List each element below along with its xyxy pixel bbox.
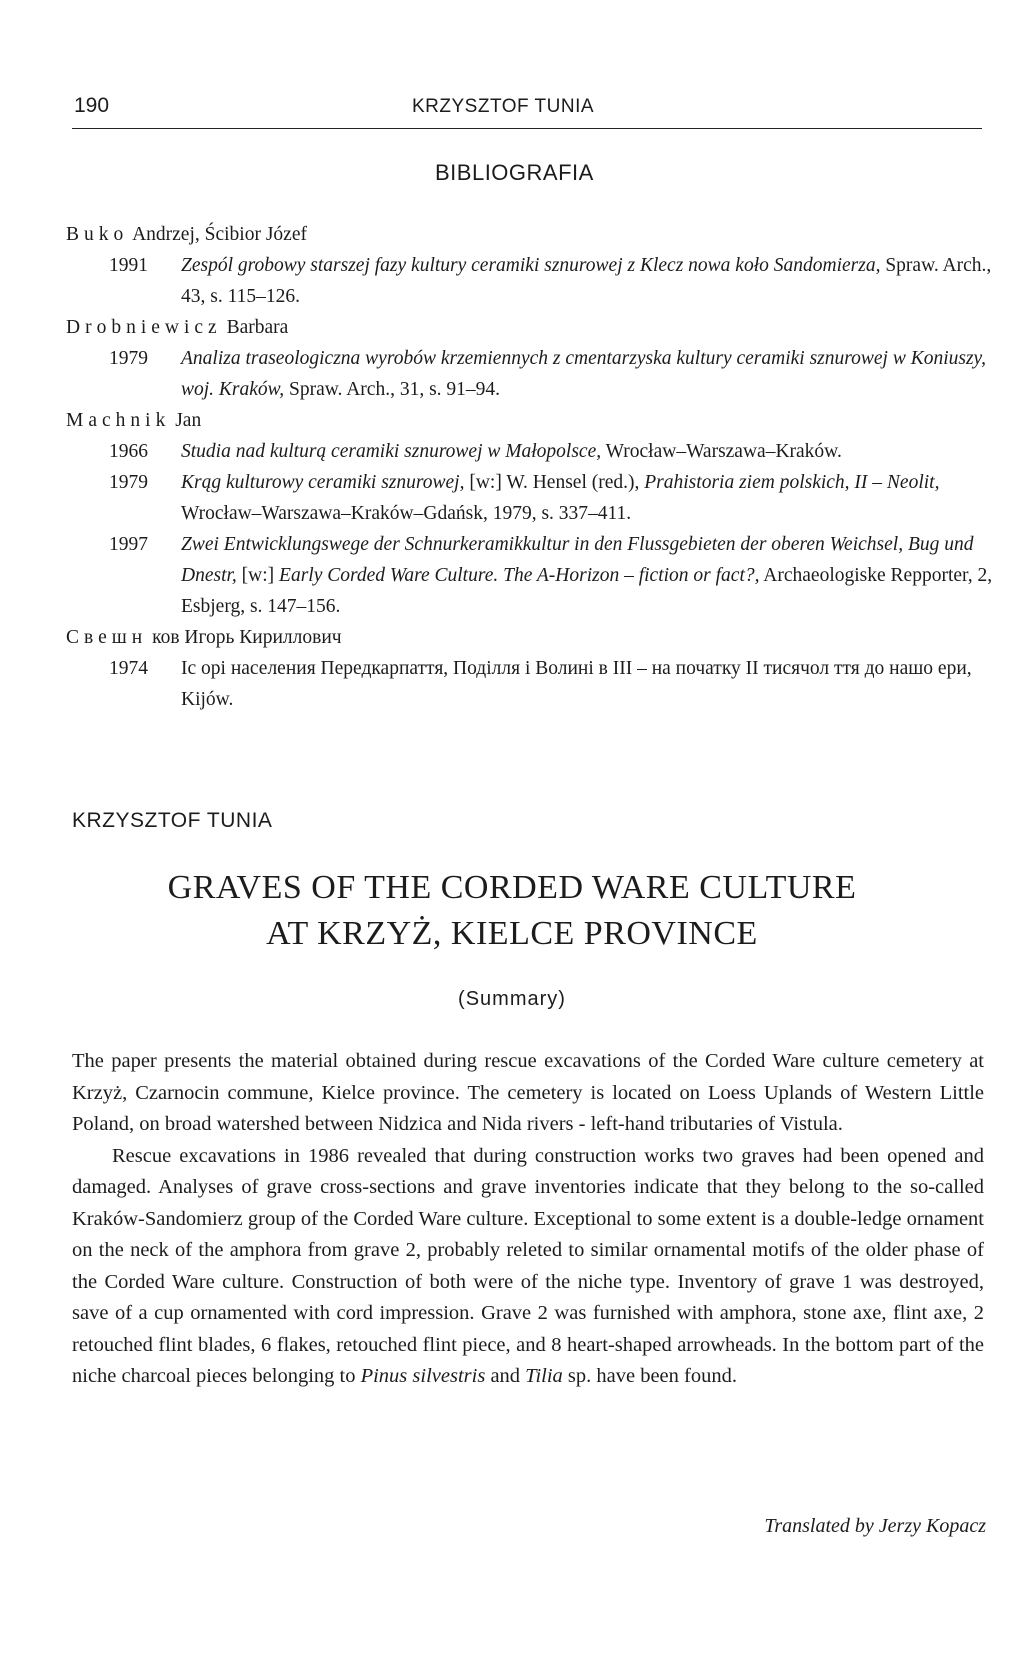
bib-entry-year: 1979	[109, 472, 148, 493]
bib-entry-title: Zwei Entwicklungswege der Schnurkeramikkultur in den Flussgebieten der oberen Weichsel, Bug und Dnestr,	[181, 534, 974, 586]
page-number: 190	[74, 94, 110, 117]
bib-entry-title: Early Corded Ware Culture. The A-Horizon – fiction or fact?,	[279, 565, 760, 586]
summary-label: (Summary)	[458, 988, 566, 1010]
bib-entry-details: Wrocław–Warszawa–Kraków–Gdańsk, 1979, s. 337–411.	[181, 503, 632, 524]
bib-entry-year: 1997	[109, 534, 148, 555]
bib-entry-details: Іс орі населения Передкарпаття, Подiлля i Волинi в III – на початку II тисячол ття до нашо ери, Kijów.	[181, 658, 972, 710]
bib-entry-year: 1974	[109, 658, 148, 679]
summary-title-line-1: GRAVES OF THE CORDED WARE CULTURE	[167, 869, 857, 906]
summary-text	[72, 1046, 984, 1393]
bib-entry-title: Prahistoria ziem polskich, II – Neolit,	[644, 472, 940, 493]
bib-entry-text	[181, 529, 996, 622]
bib-author-name: ков Игорь Кириллович	[152, 627, 342, 648]
bib-entry-title: Krąg kulturowy ceramiki sznurowej,	[181, 472, 465, 493]
bib-author	[66, 312, 996, 343]
bib-entry	[66, 343, 996, 405]
bib-entry-title: Analiza traseologiczna wyrobów krzemiennych z cmentarzyska kultury ceramiki sznurowej w Koniuszy, woj. Kraków,	[181, 348, 987, 400]
bib-entry-text	[181, 653, 996, 715]
translator-credit: Translated by Jerzy Kopacz	[764, 1515, 986, 1537]
bib-entry-year: 1966	[109, 441, 148, 462]
bib-entry-text	[181, 467, 996, 529]
bibliography-heading: BIBLIOGRAFIA	[435, 160, 594, 185]
bib-entry	[66, 467, 996, 529]
summary-paragraph-2	[72, 1141, 984, 1393]
bib-entry	[66, 653, 996, 715]
bib-entry-details: Wrocław–Warszawa–Kraków.	[601, 441, 842, 462]
bib-entry-title: Studia nad kulturą ceramiki sznurowej w Małopolsce,	[181, 441, 602, 462]
bib-author-name: Andrzej, Ścibior Józef	[132, 224, 307, 245]
bib-author-surname: Buko	[66, 224, 129, 245]
bib-author-surname: Свешн	[66, 627, 148, 648]
summary-author: KRZYSZTOF TUNIA	[72, 809, 273, 832]
bib-author	[66, 622, 996, 653]
bib-entry-text	[181, 343, 996, 405]
bib-entry-details: Spraw. Arch., 43, s. 115–126.	[181, 255, 992, 307]
summary-paragraph-2-end: sp. have been found.	[562, 1365, 737, 1387]
summary-title-line-2: AT KRZYŻ, KIELCE PROVINCE	[266, 915, 758, 952]
bib-entry-details: Spraw. Arch., 31, s. 91–94.	[284, 379, 501, 400]
summary-title	[0, 865, 1024, 957]
bib-entry	[66, 250, 996, 312]
page-header	[72, 94, 982, 129]
bib-author-name: Barbara	[226, 317, 289, 338]
bib-entry	[66, 529, 996, 622]
bib-author-name: Jan	[175, 410, 202, 431]
running-head: KRZYSZTOF TUNIA	[412, 96, 595, 117]
bib-entry-year: 1991	[109, 255, 148, 276]
bib-entry-details: [w:] W. Hensel (red.),	[464, 472, 645, 493]
bib-entry-year: 1979	[109, 348, 148, 369]
summary-paragraph-1: The paper presents the material obtained during rescue excavations of the Corded Ware culture cemetery at Krzyż, Czarnocin commune, Kielce province. The cemetery is located on Loess Uplands of Western Little Poland, on broad watershed between Nidzica and Nida rivers - left-hand tributaries of Vistula.	[72, 1050, 984, 1135]
bib-entry	[66, 436, 996, 467]
bib-author-surname: Drobniewicz	[66, 317, 222, 338]
bib-author	[66, 219, 996, 250]
bibliography-list	[66, 219, 996, 715]
summary-paragraph-2-text: Rescue excavations in 1986 revealed that during construction works two graves had been opened and damaged. Analyses of grave cross-sections and grave inventories indicate that they belong to the so-called Kraków-Sandomierz group of the Corded Ware culture. Exceptional to some extent is a double-ledge ornament on the neck of the amphora from grave 2, probably releted to similar ornamental motifs of the older phase of the Corded Ware culture. Construction of both were of the niche type. Inventory of grave 1 was destroyed, save of a cup ornamented with cord impression. Grave 2 was furnished with amphora, stone axe, flint axe, 2 retouched flint blades, 6 flakes, retouched flint piece, and 8 heart-shaped arrowheads. In the bottom part of the niche charcoal pieces belonging to	[72, 1144, 984, 1387]
bib-entry-text	[181, 436, 996, 467]
species-pinus: Pinus silvestris	[360, 1365, 486, 1387]
bib-author	[66, 405, 996, 436]
species-tilia: Tilia	[525, 1365, 563, 1387]
bib-entry-details: [w:]	[236, 565, 280, 586]
bib-entry-title: Zespól grobowy starszej fazy kultury ceramiki sznurowej z Klecz nowa koło Sandomierza,	[181, 255, 881, 276]
summary-and: and	[485, 1365, 526, 1387]
bib-entry-text	[181, 250, 996, 312]
bib-author-surname: Machnik	[66, 410, 171, 431]
bib-entry-details: Archaeologiske Repporter, 2, Esbjerg, s. 147–156.	[181, 565, 993, 617]
